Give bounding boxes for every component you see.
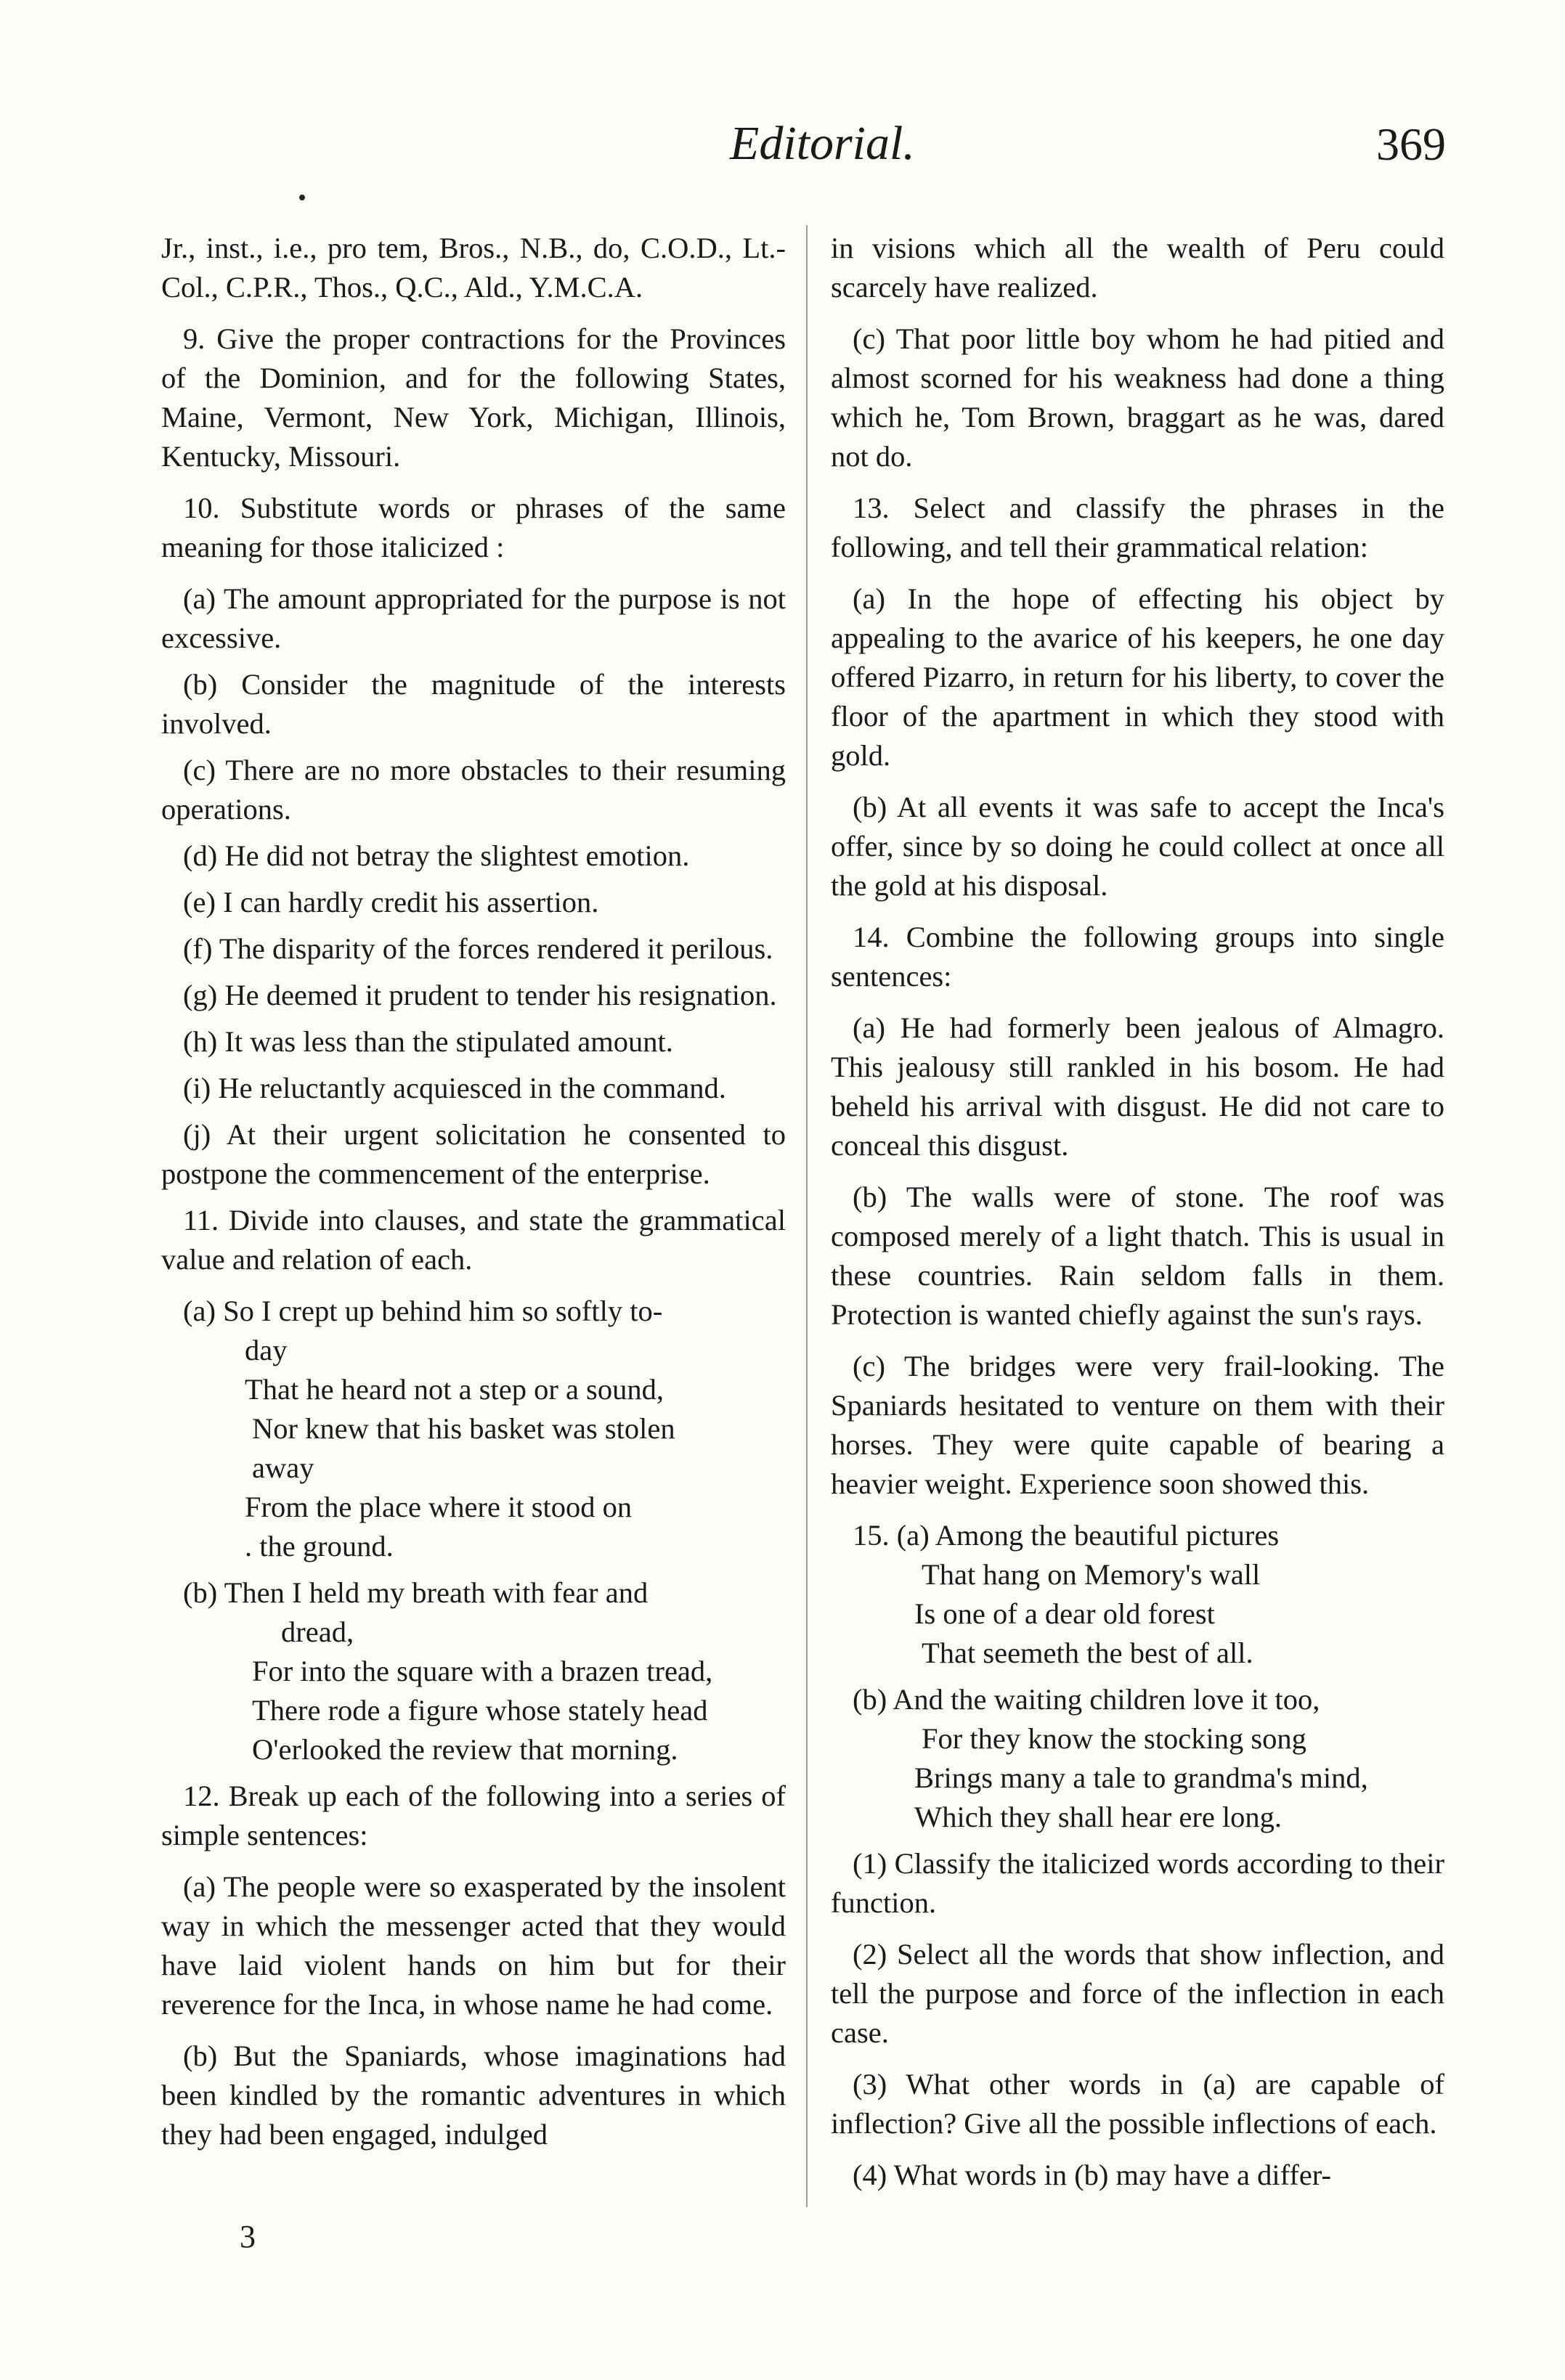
question-4: (4) What words in (b) may have a differ- <box>853 2159 1331 2191</box>
poem-line: Is one of a dear old forest <box>914 1597 1215 1630</box>
page-header <box>0 109 1565 189</box>
exercise-12-a: (a) The people were so exasperated by the insolent way in which the messenger acted that they would have laid violent hands on him but for their reverence for the Inca, in whose name he had come. <box>161 1870 786 2021</box>
poem-line: . the ground. <box>245 1530 394 1562</box>
poem-line: From the place where it stood on <box>245 1491 633 1523</box>
poem-line: (a) So I crept up behind him so softly to- <box>183 1295 663 1327</box>
poem-line: Brings many a tale to grandma's mind, <box>914 1761 1368 1794</box>
list-item: (j) At their urgent solicitation he consented to postpone the commencement of the enterprise. <box>161 1118 786 1190</box>
list-item: (i) He reluctantly acquiesced in the command. <box>183 1072 726 1104</box>
list-item: (h) It was less than the stipulated amount. <box>183 1025 673 1058</box>
left-column <box>161 229 786 2167</box>
exercise-10: 10. Substitute words or phrases of the same meaning for those italicized : <box>161 492 786 563</box>
poem-line: There rode a figure whose stately head <box>252 1694 708 1727</box>
exercise-14: 14. Combine the following groups into single sentences: <box>831 921 1444 993</box>
list-item: (e) I can hardly credit his assertion. <box>183 886 599 918</box>
list-item: (d) He did not betray the slightest emotion. <box>183 839 690 872</box>
exercise-12-c: (c) That poor little boy whom he had pitied and almost scorned for his weakness had done a thing which he, Tom Brown, braggart as he was, dared not do. <box>831 322 1444 473</box>
poem-line: For into the square with a brazen tread, <box>252 1655 713 1687</box>
poem-line: Nor knew that his basket was stolen <box>252 1412 675 1445</box>
poem-line: O'erlooked the review that morning. <box>252 1733 678 1766</box>
poem-15-b <box>831 1680 1444 1837</box>
exercise-13-a: (a) In the hope of effecting his object by appealing to the avarice of his keepers, he one day offered Pizarro, in return for his liberty, to cover the floor of the apartment in which they stood with gold. <box>831 582 1444 772</box>
list-item: (b) Consider the magnitude of the interests involved. <box>161 668 786 740</box>
poem-line: For they know the stocking song <box>922 1722 1306 1755</box>
poem-line: dread, <box>281 1615 354 1648</box>
print-mark <box>299 195 305 200</box>
question-3: (3) What other words in (a) are capable of inflection? Give all the possible inflections of each. <box>831 2068 1444 2140</box>
poem-line: That he heard not a step or a sound, <box>245 1373 664 1406</box>
exercise-14-a: (a) He had formerly been jealous of Almagro. This jealousy still rankled in his bosom. He had beheld his arrival with disgust. He did not care to conceal this disgust. <box>831 1011 1444 1162</box>
list-item: (c) There are no more obstacles to their resuming operations. <box>161 754 786 826</box>
exercise-9: 9. Give the proper contractions for the Provinces of the Dominion, and for the following States, Maine, Vermont, New York, Michigan, Illinois, Kentucky, Missouri. <box>161 322 786 473</box>
poem-15-a <box>831 1516 1444 1673</box>
exercise-13: 13. Select and classify the phrases in the following, and tell their grammatical relation: <box>831 492 1444 563</box>
column-divider <box>806 225 808 2207</box>
poem-a <box>161 1292 786 1566</box>
poem-line: That seemeth the best of all. <box>922 1637 1253 1669</box>
poem-line: away <box>252 1451 314 1484</box>
poem-b <box>161 1573 786 1769</box>
exercise-14-c: (c) The bridges were very frail-looking. The Spaniards hesitated to venture on them with their horses. They were quite capable of bearing a heavier weight. Experience soon showed this. <box>831 1350 1444 1500</box>
page-number: 369 <box>1376 118 1446 170</box>
exercise-14-b: (b) The walls were of stone. The roof was composed merely of a light thatch. This is usual in these countries. Rain seldom falls in them. Protection is wanted chiefly against the sun's rays. <box>831 1181 1444 1331</box>
exercise-12-b: (b) But the Spaniards, whose imaginations had been kindled by the romantic adventures in which they had been engaged, indulged <box>161 2039 786 2151</box>
running-title: Editorial. <box>730 117 915 170</box>
signature-mark: 3 <box>240 2219 256 2254</box>
list-item: (f) The disparity of the forces rendered it perilous. <box>183 932 773 965</box>
poem-line: Which they shall hear ere long. <box>914 1801 1283 1833</box>
poem-line: (b) And the waiting children love it too, <box>853 1683 1320 1716</box>
poem-line: day <box>245 1334 288 1366</box>
question-2: (2) Select all the words that show inflection, and tell the purpose and force of the inflection in each case. <box>831 1938 1444 2049</box>
poem-line: (b) Then I held my breath with fear and <box>183 1576 649 1609</box>
list-item: (g) He deemed it prudent to tender his resignation. <box>183 979 777 1011</box>
poem-line: That hang on Memory's wall <box>922 1558 1261 1591</box>
exercise-11: 11. Divide into clauses, and state the grammatical value and relation of each. <box>161 1204 786 1276</box>
list-item: (a) The amount appropriated for the purpose is not excessive. <box>161 582 786 654</box>
exercise-12-b-continued: in visions which all the wealth of Peru could scarcely have realized. <box>831 232 1444 303</box>
exercise-12: 12. Break up each of the following into a series of simple sentences: <box>161 1780 786 1851</box>
exercise-13-b: (b) At all events it was safe to accept the Inca's offer, since by so doing he could collect at once all the gold at his disposal. <box>831 791 1444 902</box>
abbreviations-list: Jr., inst., i.e., pro tem, Bros., N.B., do, C.O.D., Lt.-Col., C.P.R., Thos., Q.C., Ald., Y.M.C.A. <box>161 232 786 303</box>
right-column <box>831 229 1444 2207</box>
exercise-10-items <box>161 579 786 1194</box>
question-1: (1) Classify the italicized words according to their function. <box>831 1847 1444 1919</box>
poem-line: 15. (a) Among the beautiful pictures <box>853 1519 1280 1552</box>
